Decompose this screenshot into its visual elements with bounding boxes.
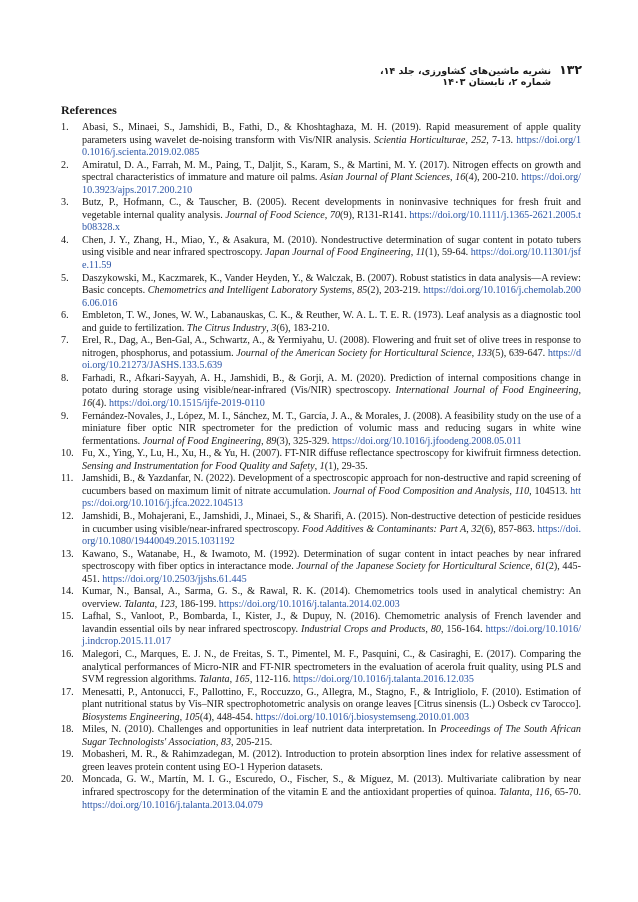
- reference-separator: ,: [449, 172, 456, 184]
- reference-doi-link[interactable]: https://doi.org/10.1016/j.indcrop.2015.11.017: [82, 623, 582, 648]
- reference-pages: (3), 325-329.: [276, 435, 332, 447]
- reference-pages: (6), 857-863.: [481, 523, 538, 535]
- reference-number: 15.: [61, 611, 74, 623]
- reference-volume: 16: [455, 172, 466, 184]
- reference-separator: ,: [509, 485, 515, 497]
- reference-item: [61, 160, 581, 198]
- reference-text: Kumar, N., Bansal, A., Sarma, G. S., & Rawal, R. K. (2014). Chemometrics tools used in analytical chemistry: An overview.: [82, 586, 581, 610]
- reference-doi-link[interactable]: https://doi.org/10.11301/jsfe.11.59: [82, 247, 581, 272]
- reference-item: [61, 235, 581, 273]
- reference-pages: (2), 445-451.: [82, 561, 581, 585]
- reference-text: Moncada, G. W., Martín, M. I. G., Escuredo, O., Fischer, S., & Míguez, M. (2013). Multivariate calibration by near infrared spectroscopy for the determination of the vitamin E and the antioxidant properties of quinoa.: [82, 774, 581, 798]
- reference-number: 11.: [61, 473, 74, 485]
- reference-item: [61, 749, 581, 774]
- reference-text: Menesatti, P., Antonucci, F., Pallottino, F., Roccuzzo, G., Allegra, M., Stagno, F., & Intrigliolo, F. (2010). Estimation of plant nutritional status by Vis–NIR spectrophotometric analysis on orange leaves [Citrus sinensis (L.) Osbeck cv Tarocco].: [82, 686, 581, 711]
- reference-source: Chemometrics and Intelligent Laboratory Systems: [147, 285, 352, 297]
- reference-volume: 11: [415, 247, 426, 259]
- reference-volume: 1: [319, 460, 325, 472]
- reference-text: Miles, N. (2010). Challenges and opportunities in leaf nutrient data interpretation. In: [82, 724, 441, 736]
- reference-pages: (1), 59-64.: [425, 247, 471, 259]
- reference-source: The Citrus Industry: [186, 322, 267, 334]
- reference-number: 17.: [61, 686, 74, 698]
- reference-item: [61, 549, 581, 587]
- reference-separator: ,: [578, 385, 582, 397]
- reference-number: 6.: [61, 310, 69, 322]
- reference-item: [61, 310, 581, 335]
- reference-pages: , 186-199.: [174, 598, 219, 610]
- reference-doi-link[interactable]: https://doi.org/10.1111/j.1365-2621.2005.tb08328.x: [82, 209, 581, 234]
- reference-separator: ,: [229, 674, 235, 686]
- reference-volume: 252: [471, 134, 487, 146]
- reference-number: 2.: [61, 159, 69, 171]
- reference-number: 5.: [61, 272, 69, 284]
- reference-pages: , 7-13.: [486, 134, 517, 146]
- reference-text: Jamshidi, B., Mohajerani, E., Jamshidi, J., Minaei, S., & Sharifi, A. (2015). Non-destructive detection of pesticide residues in cucumber using visible/near-infrared spectroscopy.: [82, 510, 581, 535]
- reference-doi-link[interactable]: https://doi.org/10.1016/j.biosystemseng.2010.01.003: [255, 711, 470, 723]
- reference-volume: 123: [159, 598, 175, 610]
- reference-item: [61, 687, 581, 725]
- reference-separator: ,: [179, 711, 185, 723]
- reference-item: [61, 273, 581, 311]
- reference-number: 20.: [61, 774, 74, 786]
- reference-pages: , 112-116.: [249, 674, 293, 686]
- reference-number: 19.: [61, 749, 74, 761]
- reference-text: Kawano, S., Watanabe, H., & Iwamoto, M. (1992). Determination of sugar content in intact peaches by near infrared spectroscopy with fiber optics in interactance mode.: [82, 548, 581, 573]
- reference-pages: , 156-164.: [440, 623, 486, 635]
- reference-item: [61, 511, 581, 549]
- reference-number: 3.: [61, 197, 69, 209]
- reference-volume: 83: [220, 736, 231, 748]
- reference-item: [61, 373, 581, 411]
- reference-pages: (2), 203-219.: [367, 285, 424, 297]
- reference-pages: (9), R131-R141.: [340, 209, 410, 221]
- reference-source: Journal of Food Engineering: [142, 435, 262, 447]
- reference-text: Farhadi, R., Afkari-Sayyah, A. H., Jamshidi, B., & Gorji, A. M. (2020). Prediction of internal compositions change in potato during storage using visible/near-infrared (Vis/NIR) spectroscopy.: [82, 372, 581, 397]
- reference-source: Journal of the American Society for Horticultural Science: [236, 347, 472, 359]
- reference-pages: (4), 448-454.: [199, 711, 256, 723]
- reference-volume: 16: [82, 398, 93, 410]
- reference-number: 13.: [61, 548, 74, 560]
- reference-separator: ,: [215, 736, 221, 748]
- reference-volume: 165: [234, 674, 250, 686]
- reference-source: Journal of Food Science: [225, 209, 325, 221]
- reference-volume: 116: [535, 786, 550, 798]
- reference-separator: ,: [266, 322, 272, 334]
- reference-pages: (1), 29-35.: [324, 460, 368, 472]
- reference-number: 8.: [61, 372, 69, 384]
- reference-pages: (5), 639-647.: [491, 347, 548, 359]
- reference-volume: 3: [271, 322, 277, 334]
- page-header: [372, 62, 582, 88]
- reference-pages: (4), 200-210.: [465, 172, 522, 184]
- reference-doi-link[interactable]: https://doi.org/10.1016/j.talanta.2013.04.079: [82, 799, 263, 811]
- reference-volume: 85: [357, 285, 368, 297]
- reference-pages: , 65-70.: [549, 786, 582, 798]
- reference-item: [61, 774, 581, 812]
- reference-source: Talanta: [499, 786, 530, 798]
- reference-volume: 105: [184, 711, 200, 723]
- reference-list: [61, 122, 581, 812]
- reference-volume: 80: [430, 623, 441, 635]
- reference-text: Malegori, C., Marques, E. J. N., de Freitas, S. T., Pimentel, M. F., Pasquini, C., & Casiraghi, E. (2017). Comparing the analytical performances of Micro-NIR and FT-NIR spectrometers in the evaluation of acerola fruit quality, using PLS and SVM regression algorithms.: [82, 648, 581, 686]
- reference-source: Japan Journal of Food Engineering: [265, 247, 411, 259]
- reference-item: [61, 586, 581, 611]
- reference-source: Scientia Horticulturae: [373, 134, 466, 146]
- reference-item: [61, 473, 581, 511]
- reference-source: Biosystems Engineering: [82, 711, 180, 723]
- reference-number: 9.: [61, 410, 69, 422]
- reference-doi-link[interactable]: https://doi.org/10.1080/19440049.2015.1031192: [82, 523, 581, 548]
- reference-text: Erel, R., Dag, A., Ben-Gal, A., Schwartz, A., & Yermiyahu, U. (2008). Flowering and fruit set of olive trees in response to nitrogen, phosphorus, and potassium.: [82, 335, 581, 359]
- page-number: ۱۳۲: [559, 62, 582, 77]
- reference-source: Proceedings of The South African Sugar Technologists' Association: [82, 724, 581, 748]
- reference-text: Abasi, S., Minaei, S., Jamshidi, B., Fathi, D., & Khoshtaghaza, M. H. (2019). Rapid measurement of apple quality parameters using wavelet de-noising transform with Vis/NIR analysis.: [82, 122, 581, 146]
- reference-number: 18.: [61, 724, 74, 736]
- reference-source: Talanta: [124, 598, 155, 610]
- reference-separator: ,: [314, 460, 320, 472]
- reference-separator: ,: [425, 623, 431, 635]
- reference-source: Food Additives & Contaminants: Part A: [302, 523, 467, 535]
- reference-source: Journal of the Japanese Society for Horticultural Science: [296, 561, 531, 573]
- reference-source: Industrial Crops and Products: [300, 623, 426, 635]
- reference-number: 16.: [61, 648, 74, 660]
- reference-volume: 61: [535, 561, 546, 573]
- reference-separator: ,: [530, 561, 536, 573]
- reference-separator: ,: [261, 435, 267, 447]
- reference-doi-link[interactable]: https://doi.org/10.1016/j.jfca.2022.104513: [82, 485, 581, 510]
- reference-pages: , 205-215.: [231, 736, 273, 748]
- reference-volume: 89: [266, 435, 277, 447]
- reference-text: Chen, J. Y., Zhang, H., Miao, Y., & Asakura, M. (2010). Nondestructive determination of sugar content in potato tubers using visible and near infrared spectroscopy.: [82, 234, 581, 259]
- reference-separator: ,: [410, 247, 416, 259]
- reference-source: Talanta: [199, 674, 230, 686]
- reference-separator: ,: [465, 134, 472, 146]
- reference-number: 12.: [61, 510, 74, 522]
- reference-source: Asian Journal of Plant Sciences: [320, 172, 450, 184]
- reference-text: Mobasheri, M. R., & Rahimzadegan, M. (2012). Introduction to protein absorption lines index for relative assessment of green leaves protein content using EO-1 Hyperion datasets.: [82, 749, 581, 773]
- reference-volume: 70: [329, 209, 341, 221]
- reference-text: Amiratul, D. A., Farrah, M. M., Paing, T., Daljit, S., Karam, S., & Martini, M. Y. (2017). Nitrogen effects on growth and spectral characteristics of immature and mature oil palms.: [82, 159, 581, 184]
- journal-info: نشریه ماشین‌های کشاورزی، جلد ۱۴، شماره ۲، تابستان ۱۴۰۳: [379, 66, 552, 88]
- reference-text: Lafhal, S., Vanloot, P., Bombarda, I., Kister, J., & Dupuy, N. (2016). Chemometric analysis of French lavender and lavandin essential oils by near infrared spectroscopy.: [82, 611, 581, 635]
- reference-number: 14.: [61, 586, 74, 598]
- reference-doi-link[interactable]: https://doi.org/10.21273/JASHS.133.5.639: [82, 347, 582, 372]
- reference-doi-link[interactable]: https://doi.org/10.2503/jjshs.61.445: [102, 573, 247, 585]
- reference-text: Jamshidi, B., & Yazdanfar, N. (2022). Development of a spectroscopic approach for non-destructive and rapid screening of cucumbers based on maximum limit of nitrate accumulation.: [82, 473, 581, 497]
- reference-volume: 110: [514, 485, 530, 497]
- reference-pages: , 104513.: [529, 485, 571, 497]
- reference-doi-link[interactable]: https://doi.org/10.1016/j.chemolab.2006.06.016: [82, 285, 581, 309]
- reference-item: [61, 122, 581, 160]
- reference-source: Journal of Food Composition and Analysis: [333, 485, 510, 497]
- reference-separator: ,: [466, 523, 472, 535]
- reference-number: 4.: [61, 234, 69, 246]
- reference-separator: ,: [351, 285, 358, 297]
- reference-number: 7.: [61, 335, 69, 347]
- reference-item: [61, 197, 581, 235]
- section-title: References: [61, 103, 117, 117]
- reference-separator: ,: [154, 598, 160, 610]
- reference-item: [61, 411, 581, 449]
- reference-item: [61, 611, 581, 649]
- reference-doi-link[interactable]: https://doi.org/10.1016/j.jfoodeng.2008.05.011: [332, 435, 522, 447]
- reference-text: Fernández-Novales, J., López, M. I., Sánchez, M. T., García, J. A., & Morales, J. (2008). A feasibility study on the use of a miniature fiber optic NIR spectrometer for the prediction of volumic mass and reducing sugars in white wine fermentations.: [82, 410, 581, 447]
- reference-doi-link[interactable]: https://doi.org/10.3923/ajps.2017.200.210: [82, 172, 581, 196]
- reference-separator: ,: [529, 786, 536, 798]
- reference-number: 10.: [61, 448, 74, 460]
- reference-text: Daszykowski, M., Kaczmarek, K., Vander Heyden, Y., & Walczak, B. (2007). Robust statistics in data analysis—A review: Basic concepts.: [82, 272, 581, 297]
- reference-item: [61, 448, 581, 473]
- reference-volume: 32: [471, 523, 482, 535]
- reference-item: [61, 649, 581, 687]
- reference-text: Fu, X., Ying, Y., Lu, H., Xu, H., & Yu, H. (2007). FT-NIR diffuse reflectance spectroscopy for kiwifruit firmness detection.: [82, 448, 581, 460]
- reference-item: [61, 335, 581, 373]
- reference-doi-link[interactable]: https://doi.org/10.1016/j.scienta.2019.02.085: [82, 134, 582, 159]
- reference-source: Sensing and Instrumentation for Food Quality and Safety: [82, 460, 315, 472]
- reference-volume: 133: [476, 347, 492, 359]
- reference-separator: ,: [324, 209, 330, 221]
- reference-pages: (4).: [92, 398, 109, 410]
- reference-doi-link[interactable]: https://doi.org/10.1016/j.talanta.2014.02.003: [218, 598, 400, 610]
- reference-item: [61, 724, 581, 749]
- reference-pages: (6), 183-210.: [276, 322, 330, 334]
- reference-separator: ,: [471, 347, 477, 359]
- reference-text: Butz, P., Hofmann, C., & Tauscher, B. (2005). Recent developments in noninvasive techniques for fresh fruit and vegetable internal quality analysis.: [82, 197, 581, 221]
- reference-source: International Journal of Food Engineering: [395, 385, 579, 397]
- reference-text: Embleton, T. W., Jones, W. W., Labanauskas, C. K., & Reuther, W. A. L. T. E. R. (1973). Leaf analysis as a diagnostic tool and guide to fertilization.: [82, 310, 581, 334]
- reference-doi-link[interactable]: https://doi.org/10.1515/ijfe-2019-0110: [109, 398, 265, 410]
- reference-doi-link[interactable]: https://doi.org/10.1016/j.talanta.2016.12.035: [292, 674, 474, 686]
- reference-number: 1.: [61, 122, 69, 133]
